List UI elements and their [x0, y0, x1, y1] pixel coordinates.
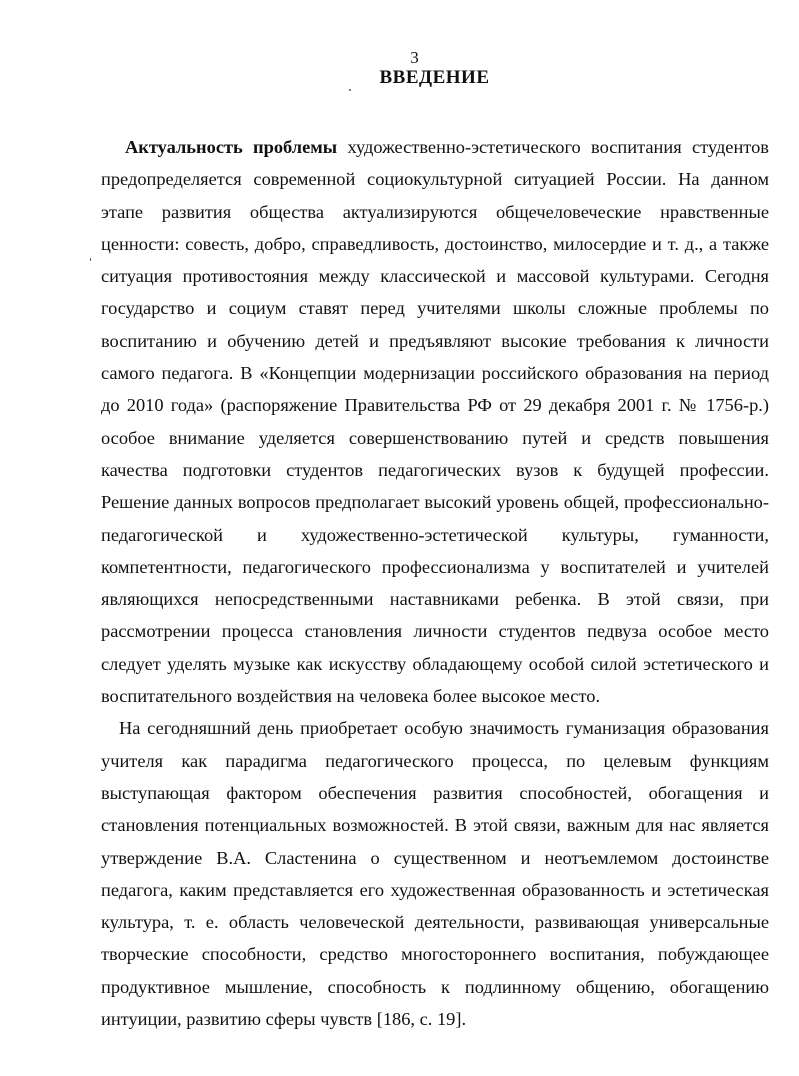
- paragraph-2: [101, 712, 769, 1035]
- page-number: 3: [410, 48, 419, 67]
- body-text: [101, 131, 769, 1035]
- page-title: ВВЕДЕНИЕ: [379, 67, 490, 88]
- paragraph-text: художественно-эстетического воспитания студентов предопределяется современной социокультурной ситуацией России. На данном этапе развития общества актуализируются общечеловеческие нравственные ценности: совесть, добро, справедливость, достоинство, милосердие и т. д., а также ситуация противостояния между классической и массовой культурами. Сегодня государство и социум ставят перед учителями школы сложные проблемы по воспитанию и обучению детей и предъявляют высокие требования к личности самого педагога. В «Концепции модернизации российского образования на период до 2010 года» (распоряжение Правительства РФ от 29 декабря 2001 г. № 1756-р.) особое внимание уделяется совершенствованию путей и средств повышения качества подготовки студентов педагогических вузов к будущей профессии. Решение данных вопросов предполагает высокий уровень общей, профессионально-педагогической и художественно-эстетической культуры, гуманности, компетентности, педагогического профессионализма у воспитателей и учителей являющихся непосредственными наставниками ребенка. В этой связи, при рассмотрении процесса становления личности студентов педвуза особое место следует уделять музыке как искусству обладающему особой силой эстетического и воспитательного воздействия на человека более высокое место.: [101, 137, 769, 707]
- paragraph-text: На сегодняшний день приобретает особую значимость гуманизация образования учителя как парадигма педагогического процесса, по целевым функциям выступающая фактором обеспечения развития способностей, обогащения и становления потенциальных возможностей. В этой связи, важным для нас является утверждение В.А. Сластенина о существенном и неотъемлемом достоинстве педагога, каким представляется его художественная образованность и эстетическая культура, т. е. область человеческой деятельности, развивающая универсальные творческие способности, средство многостороннего воспитания, побуждающее продуктивное мышление, способность к подлинному общению, обогащению интуиции, развитию сферы чувств [186, с. 19].: [101, 718, 769, 1030]
- paragraph-lead: Актуальность проблемы: [125, 137, 338, 157]
- scan-speck: [349, 89, 351, 91]
- scan-speck: [90, 258, 91, 261]
- paragraph-1: [101, 131, 769, 712]
